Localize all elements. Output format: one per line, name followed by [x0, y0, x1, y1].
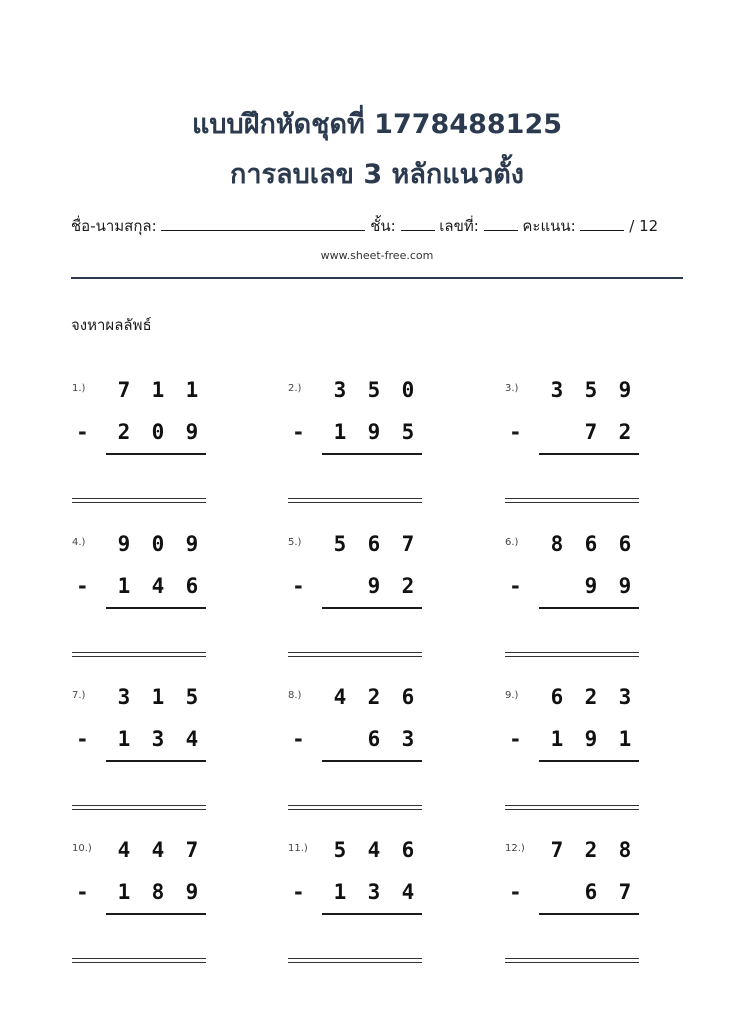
subtrahend — [328, 418, 426, 446]
student-info-line — [71, 214, 683, 238]
minuend — [328, 836, 426, 864]
digit: 7 — [550, 838, 564, 862]
minus-sign: - — [511, 420, 520, 444]
digit: 6 — [550, 685, 564, 709]
minus-sign: - — [294, 574, 303, 598]
minuend — [545, 836, 643, 864]
score-label: คะแนน: — [522, 217, 576, 235]
answer-line — [72, 958, 206, 963]
subtrahend — [112, 878, 210, 906]
answer-line — [505, 805, 639, 810]
digit: 9 — [185, 420, 199, 444]
digit: 6 — [584, 532, 598, 556]
digit: 2 — [618, 420, 632, 444]
subtrahend — [328, 725, 426, 753]
problem-number: 4.) — [72, 537, 86, 548]
digit: 6 — [584, 880, 598, 904]
subtrahend — [112, 418, 210, 446]
digit: 3 — [333, 378, 347, 402]
minus-sign: - — [78, 727, 87, 751]
digit: 1 — [333, 420, 347, 444]
class-label: ชั้น: — [370, 217, 396, 235]
sum-line — [106, 760, 206, 762]
answer-line — [288, 958, 422, 963]
digit: 8 — [151, 880, 165, 904]
digit: 1 — [151, 378, 165, 402]
digit: 8 — [550, 532, 564, 556]
digit: 1 — [151, 685, 165, 709]
subtrahend — [545, 572, 643, 600]
digit: 5 — [584, 378, 598, 402]
digit: 7 — [584, 420, 598, 444]
digit: 5 — [333, 532, 347, 556]
minus-sign: - — [294, 727, 303, 751]
sum-line — [539, 913, 639, 915]
digit: 6 — [618, 532, 632, 556]
problem-number: 12.) — [505, 843, 525, 854]
subtraction-problem — [288, 520, 428, 650]
digit: 2 — [584, 685, 598, 709]
digit: 7 — [185, 838, 199, 862]
score-blank — [580, 216, 624, 231]
subtraction-problem — [505, 826, 645, 956]
digit: 1 — [185, 378, 199, 402]
minuend — [545, 683, 643, 711]
subtraction-problem — [72, 366, 212, 496]
sum-line — [539, 760, 639, 762]
digit: 4 — [333, 685, 347, 709]
minuend — [112, 530, 210, 558]
subtraction-problem — [288, 673, 428, 803]
digit: 1 — [550, 727, 564, 751]
minus-sign: - — [78, 420, 87, 444]
problem-number: 7.) — [72, 690, 86, 701]
minus-sign: - — [511, 574, 520, 598]
digit: 9 — [584, 727, 598, 751]
minus-sign: - — [511, 880, 520, 904]
digit: 3 — [401, 727, 415, 751]
subtraction-problem — [72, 826, 212, 956]
digit: 7 — [618, 880, 632, 904]
digit: 5 — [367, 378, 381, 402]
digit: 9 — [618, 574, 632, 598]
subtraction-problem — [72, 520, 212, 650]
problem-number: 9.) — [505, 690, 519, 701]
minuend — [545, 376, 643, 404]
digit: 5 — [333, 838, 347, 862]
digit: 2 — [401, 574, 415, 598]
digit: 6 — [401, 685, 415, 709]
answer-line — [505, 652, 639, 657]
problem-number: 3.) — [505, 383, 519, 394]
sum-line — [322, 760, 422, 762]
digit: 1 — [618, 727, 632, 751]
minuend — [328, 683, 426, 711]
sum-line — [106, 453, 206, 455]
problem-number: 6.) — [505, 537, 519, 548]
sum-line — [322, 607, 422, 609]
number-label: เลขที่: — [439, 217, 479, 235]
digit: 1 — [117, 574, 131, 598]
digit: 6 — [185, 574, 199, 598]
answer-line — [288, 805, 422, 810]
minus-sign: - — [78, 574, 87, 598]
digit: 6 — [367, 532, 381, 556]
digit: 4 — [151, 574, 165, 598]
answer-line — [72, 498, 206, 503]
header-divider — [71, 277, 683, 279]
digit: 3 — [367, 880, 381, 904]
digit: 9 — [584, 574, 598, 598]
digit: 2 — [367, 685, 381, 709]
answer-line — [288, 498, 422, 503]
problem-number: 2.) — [288, 383, 302, 394]
digit: 0 — [151, 420, 165, 444]
digit: 0 — [151, 532, 165, 556]
subtrahend — [328, 572, 426, 600]
subtrahend — [112, 572, 210, 600]
digit: 1 — [117, 727, 131, 751]
worksheet-subtitle: การลบเลข 3 หลักแนวตั้ง — [230, 159, 524, 190]
minus-sign: - — [511, 727, 520, 751]
problem-number: 10.) — [72, 843, 92, 854]
answer-line — [505, 498, 639, 503]
digit: 9 — [367, 574, 381, 598]
subtrahend — [112, 725, 210, 753]
minus-sign: - — [78, 880, 87, 904]
subtraction-problem — [505, 673, 645, 803]
minuend — [545, 530, 643, 558]
digit: 1 — [117, 880, 131, 904]
minuend — [112, 683, 210, 711]
digit: 9 — [185, 880, 199, 904]
digit: 4 — [185, 727, 199, 751]
digit: 2 — [584, 838, 598, 862]
digit: 5 — [401, 420, 415, 444]
sum-line — [539, 453, 639, 455]
subtrahend — [328, 878, 426, 906]
subtraction-problem — [72, 673, 212, 803]
instruction-text: จงหาผลลัพธ์ — [71, 316, 152, 334]
digit: 2 — [117, 420, 131, 444]
website-link: www.sheet-free.com — [320, 249, 434, 262]
sum-line — [106, 607, 206, 609]
subtraction-problem — [288, 366, 428, 496]
answer-line — [72, 805, 206, 810]
score-total: / 12 — [629, 217, 659, 235]
digit: 9 — [117, 532, 131, 556]
digit: 4 — [117, 838, 131, 862]
minuend — [328, 530, 426, 558]
digit: 1 — [333, 880, 347, 904]
digit: 9 — [367, 420, 381, 444]
class-blank — [401, 216, 435, 231]
minuend — [112, 376, 210, 404]
subtraction-problem — [288, 826, 428, 956]
problem-number: 5.) — [288, 537, 302, 548]
problem-number: 8.) — [288, 690, 302, 701]
minus-sign: - — [294, 880, 303, 904]
minuend — [328, 376, 426, 404]
minuend — [112, 836, 210, 864]
sum-line — [539, 607, 639, 609]
subtraction-problem — [505, 520, 645, 650]
answer-line — [72, 652, 206, 657]
digit: 3 — [550, 378, 564, 402]
problem-number: 11.) — [288, 843, 308, 854]
digit: 3 — [151, 727, 165, 751]
answer-line — [288, 652, 422, 657]
digit: 8 — [618, 838, 632, 862]
sum-line — [322, 913, 422, 915]
digit: 7 — [401, 532, 415, 556]
digit: 9 — [618, 378, 632, 402]
digit: 0 — [401, 378, 415, 402]
digit: 7 — [117, 378, 131, 402]
digit: 5 — [185, 685, 199, 709]
digit: 6 — [367, 727, 381, 751]
name-blank — [161, 216, 365, 231]
answer-line — [505, 958, 639, 963]
sum-line — [106, 913, 206, 915]
digit: 6 — [401, 838, 415, 862]
digit: 4 — [151, 838, 165, 862]
name-label: ชื่อ-นามสกุล: — [71, 217, 157, 235]
digit: 4 — [401, 880, 415, 904]
digit: 4 — [367, 838, 381, 862]
digit: 3 — [117, 685, 131, 709]
worksheet-title: แบบฝึกหัดชุดที่ 1778488125 — [191, 109, 563, 140]
digit: 3 — [618, 685, 632, 709]
minus-sign: - — [294, 420, 303, 444]
subtrahend — [545, 878, 643, 906]
problem-number: 1.) — [72, 383, 86, 394]
sum-line — [322, 453, 422, 455]
digit: 9 — [185, 532, 199, 556]
subtrahend — [545, 725, 643, 753]
subtrahend — [545, 418, 643, 446]
subtraction-problem — [505, 366, 645, 496]
number-blank — [484, 216, 518, 231]
